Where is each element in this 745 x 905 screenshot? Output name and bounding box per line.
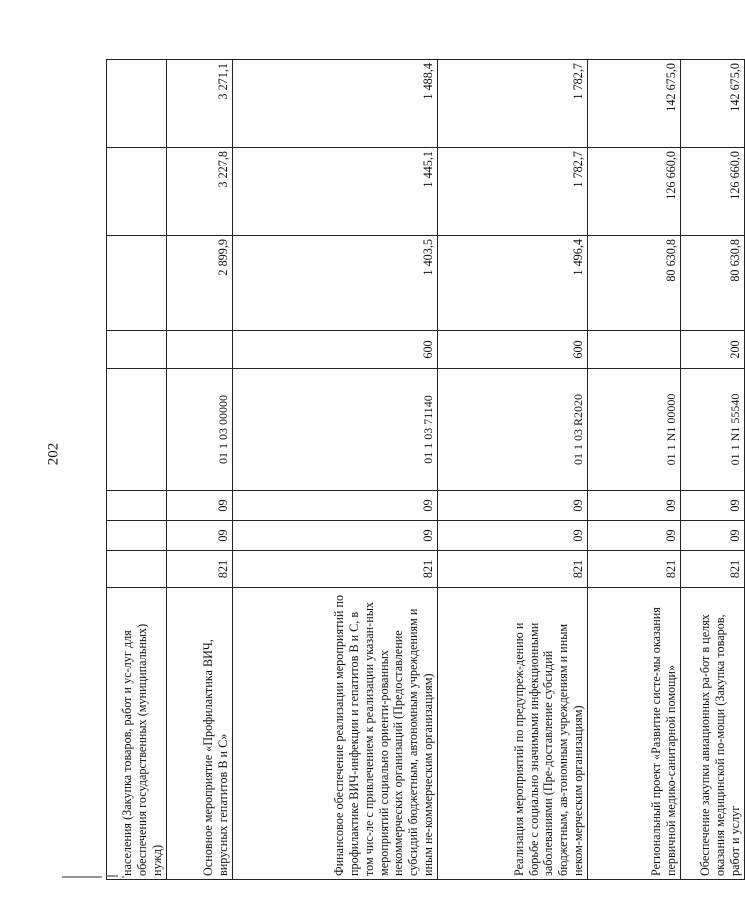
section-code: 09 xyxy=(588,521,681,551)
expense-type-code: 200 xyxy=(681,331,745,369)
table-row xyxy=(681,60,745,880)
section-code: 09 xyxy=(438,521,588,551)
target-article-code xyxy=(107,369,167,491)
amount-year-2: 1 782,7 xyxy=(438,148,588,236)
amount-year-3: 1 782,7 xyxy=(438,60,588,148)
target-article-code: 01 1 03 00000 xyxy=(167,369,233,491)
section-code: 09 xyxy=(167,521,233,551)
amount-year-1: 80 630,8 xyxy=(681,236,745,331)
subsection-code: 09 xyxy=(167,491,233,521)
amount-year-1: 80 630,8 xyxy=(588,236,681,331)
budget-table xyxy=(106,59,745,880)
table-row xyxy=(167,60,233,880)
section-code: 09 xyxy=(681,521,745,551)
amount-year-3: 142 675,0 xyxy=(588,60,681,148)
ministry-code: 821 xyxy=(438,551,588,588)
amount-year-2 xyxy=(107,148,167,236)
row-name: населения (Закупка товаров, работ и ус-луг для обеспечения государственных (муниципальных) нужд) xyxy=(107,588,167,880)
amount-year-3: 1 488,4 xyxy=(233,60,438,148)
table-row xyxy=(588,60,681,880)
ministry-code: 821 xyxy=(588,551,681,588)
target-article-code: 01 1 03 R2020 xyxy=(438,369,588,491)
row-name: Региональный проект «Развитие систе-мы оказания первичной медико-санитарной помощи» xyxy=(588,588,681,880)
subsection-code: 09 xyxy=(588,491,681,521)
section-code xyxy=(107,521,167,551)
expense-type-code: 600 xyxy=(438,331,588,369)
target-article-code: 01 1 N1 00000 xyxy=(588,369,681,491)
subsection-code: 09 xyxy=(681,491,745,521)
row-name: Обеспечение закупки авиационных ра-бот в целях оказания медицинской по-мощи (Закупка товаров, работ и услуг xyxy=(681,588,745,880)
table-row xyxy=(107,60,167,880)
ministry-code: 821 xyxy=(167,551,233,588)
amount-year-2: 126 660,0 xyxy=(588,148,681,236)
subsection-code xyxy=(107,491,167,521)
page-number: 202 xyxy=(45,442,62,466)
ministry-code: 821 xyxy=(233,551,438,588)
expense-type-code: 600 xyxy=(233,331,438,369)
amount-year-3: 3 271,1 xyxy=(167,60,233,148)
amount-year-2: 1 445,1 xyxy=(233,148,438,236)
amount-year-1: 2 899,9 xyxy=(167,236,233,331)
amount-year-1: 1 496,4 xyxy=(438,236,588,331)
expense-type-code xyxy=(588,331,681,369)
margin-mark xyxy=(62,872,132,880)
budget-table-container xyxy=(106,60,743,880)
row-name: Финансовое обеспечение реализации мероприятий по профилактике ВИЧ-инфекции и гепатитов В и С, в том чис-ле с привлечением к реализации указан-ных мероприятий социально ориенти-рованных некоммерческих организаций (Предоставление субсидий бюджетным, автономным учреждениям и иным не-коммерческим организациям) xyxy=(233,588,438,880)
section-code: 09 xyxy=(233,521,438,551)
ministry-code xyxy=(107,551,167,588)
amount-year-1 xyxy=(107,236,167,331)
table-row xyxy=(233,60,438,880)
target-article-code: 01 1 N1 55540 xyxy=(681,369,745,491)
amount-year-3: 142 675,0 xyxy=(681,60,745,148)
row-name: Реализация мероприятий по предупреж-дению и борьбе с социально значимыми инфекционными заболеваниями (Пре-доставление субсидий бюджетным, ав-тономным учреждениям и иным неком-мерческим организациям) xyxy=(438,588,588,880)
expense-type-code xyxy=(107,331,167,369)
expense-type-code xyxy=(167,331,233,369)
amount-year-2: 3 227,8 xyxy=(167,148,233,236)
amount-year-1: 1 403,5 xyxy=(233,236,438,331)
ministry-code: 821 xyxy=(681,551,745,588)
subsection-code: 09 xyxy=(233,491,438,521)
subsection-code: 09 xyxy=(438,491,588,521)
table-row xyxy=(438,60,588,880)
amount-year-3 xyxy=(107,60,167,148)
target-article-code: 01 1 03 71140 xyxy=(233,369,438,491)
amount-year-2: 126 660,0 xyxy=(681,148,745,236)
row-name: Основное мероприятие «Профилактика ВИЧ, вирусных гепатитов В и С» xyxy=(167,588,233,880)
